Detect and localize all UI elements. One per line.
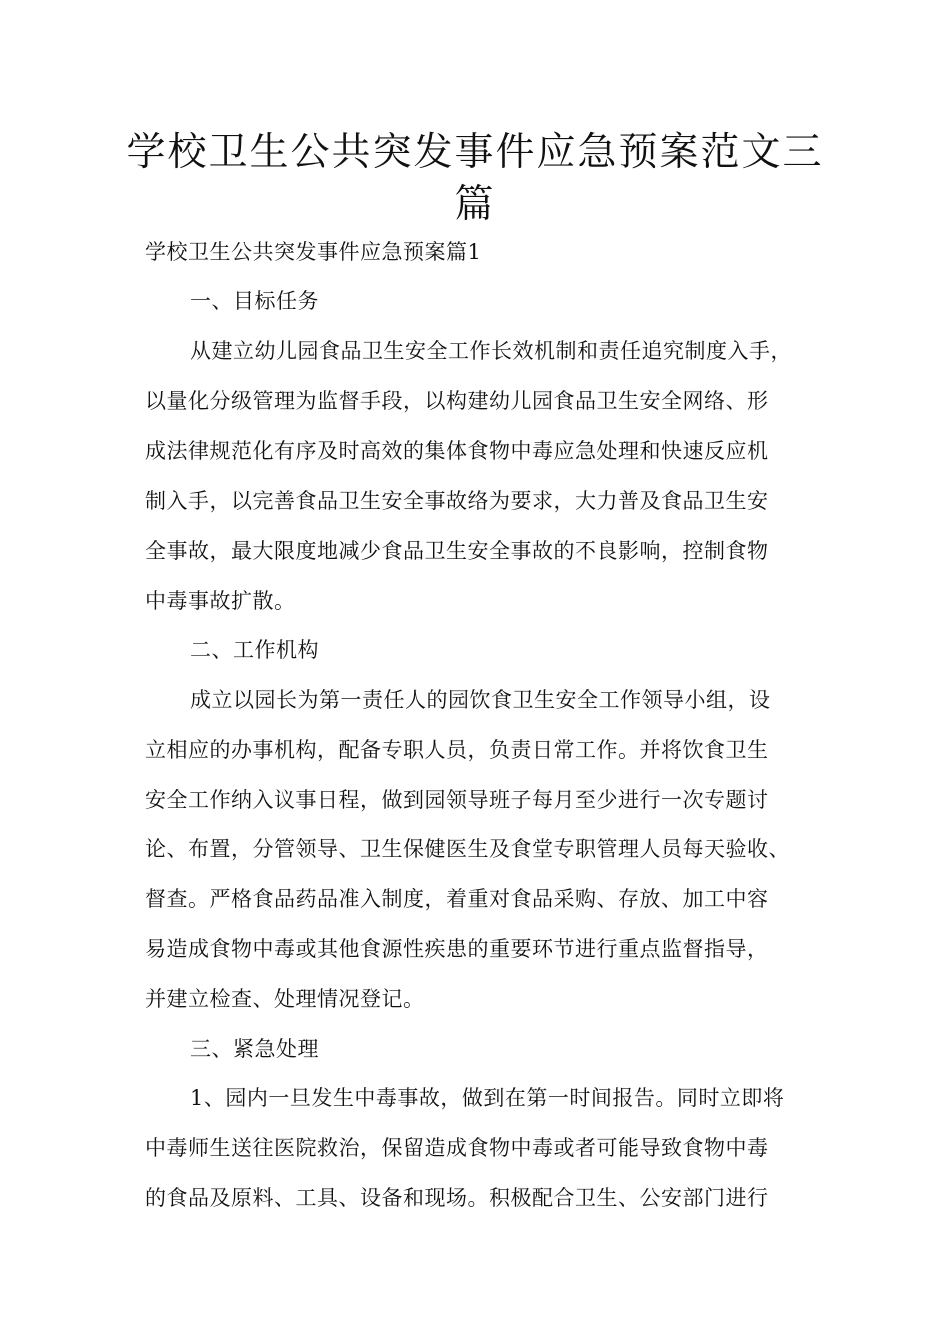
paragraph-line: 督查。严格食品药品准入制度，着重对食品采购、存放、加工中容	[145, 887, 769, 911]
document-subtitle: 学校卫生公共突发事件应急预案篇1	[145, 240, 482, 264]
paragraph-line: 安全工作纳入议事日程，做到园领导班子每月至少进行一次专题讨	[145, 788, 769, 812]
paragraph-line: 全事故，最大限度地减少食品卫生安全事故的不良影响，控制食物	[145, 539, 769, 563]
document-title-line-2: 篇	[454, 182, 496, 227]
paragraph-line: 立相应的办事机构，配备专职人员，负责日常工作。并将饮食卫生	[145, 738, 769, 762]
paragraph-line: 成立以园长为第一责任人的园饮食卫生安全工作领导小组，设	[190, 688, 771, 712]
section-heading-emergency: 三、紧急处理	[190, 1037, 319, 1061]
paragraph-line: 并建立检查、处理情况登记。	[145, 987, 425, 1011]
paragraph-line: 的食品及原料、工具、设备和现场。积极配合卫生、公安部门进行	[145, 1186, 769, 1210]
paragraph-line: 论、布置，分管领导、卫生保健医生及食堂专职管理人员每天验收、	[145, 837, 790, 861]
paragraph-line: 成法律规范化有序及时高效的集体食物中毒应急处理和快速反应机	[145, 439, 769, 463]
paragraph-line: 以量化分级管理为监督手段，以构建幼儿园食品卫生安全网络、形	[145, 389, 769, 413]
document-title-line-1: 学校卫生公共突发事件应急预案范文三	[126, 130, 824, 175]
paragraph-line: 易造成食物中毒或其他食源性疾患的重要环节进行重点监督指导，	[145, 937, 769, 961]
paragraph-line: 1、园内一旦发生中毒事故，做到在第一时间报告。同时立即将	[190, 1086, 785, 1110]
paragraph-line: 从建立幼儿园食品卫生安全工作长效机制和责任追究制度入手，	[190, 339, 792, 363]
section-heading-goals: 一、目标任务	[190, 289, 319, 313]
paragraph-line: 制入手，以完善食品卫生安全事故络为要求，大力普及食品卫生安	[145, 489, 769, 513]
paragraph-line: 中毒师生送往医院救治，保留造成食物中毒或者可能导致食物中毒	[145, 1136, 769, 1160]
section-heading-organization: 二、工作机构	[190, 638, 319, 662]
paragraph-line: 中毒事故扩散。	[145, 589, 296, 613]
